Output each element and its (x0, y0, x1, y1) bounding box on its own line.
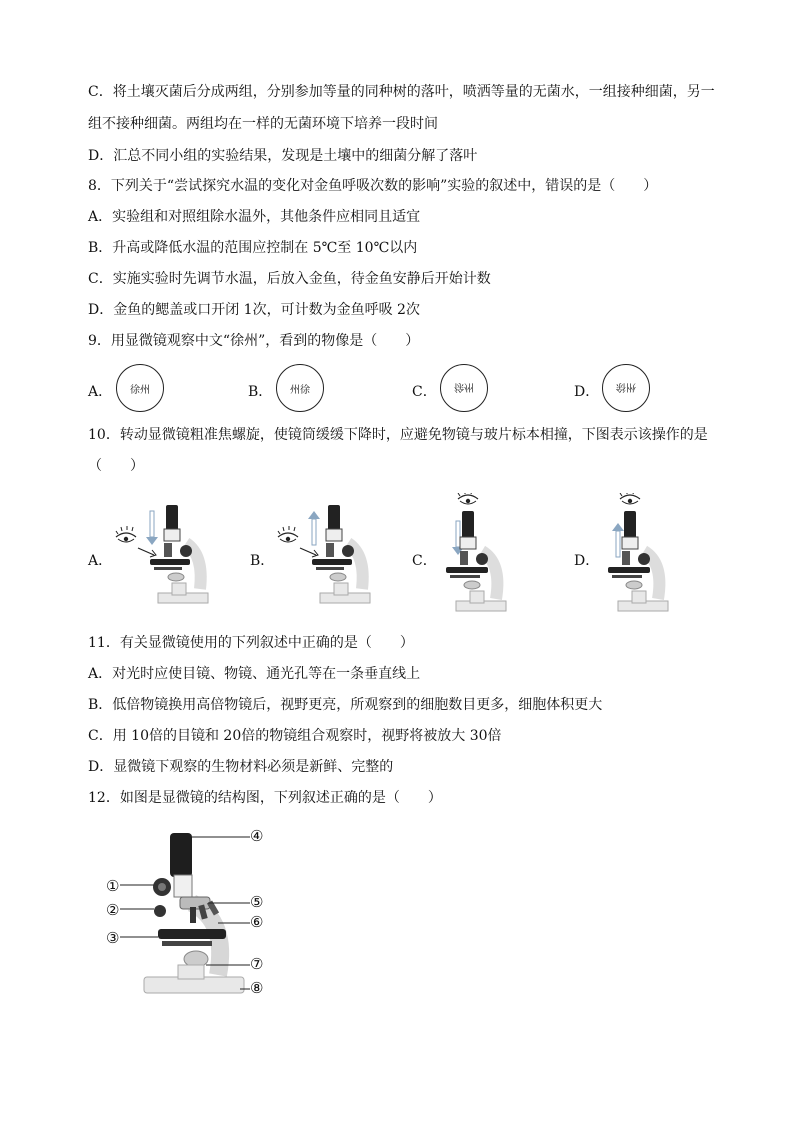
q7-option-c-line2: 组不接种细菌。两组均在一样的无菌环境下培养一段时间 (88, 116, 438, 132)
label-4: ④ (250, 827, 264, 845)
q9-option-d-text: 州徐 (616, 380, 636, 392)
eye-icon (278, 526, 298, 542)
q8-option-b: B．升高或降低水温的范围应控制在 5℃至 10℃以内 (88, 240, 418, 256)
arrow-down-icon (146, 511, 158, 545)
q10-option-c-image (430, 493, 542, 615)
q10-option-c[interactable] (412, 493, 542, 613)
q9-option-d-label: D． (574, 384, 600, 400)
q12-microscope-diagram (100, 825, 290, 1005)
label-8: ⑧ (250, 979, 264, 997)
q11-option-c: C．用 10倍的目镜和 20倍的物镜组合观察时，视野将被放大 30倍 (88, 728, 502, 744)
label-3: ③ (106, 929, 120, 947)
q9-option-a-label: A． (88, 384, 113, 400)
q9-option-b-text: 州徐 (290, 384, 310, 396)
microscope-icon (446, 511, 506, 611)
q10-option-b[interactable] (250, 493, 380, 613)
q10-stem-line1: 10．转动显微镜粗准焦螺旋，使镜筒缓缓下降时，应避免物镜与玻片标本相撞，下图表示该操作的是 (88, 427, 708, 443)
q10-option-b-label: B． (250, 553, 275, 569)
q12-stem: 12．如图是显微镜的结构图，下列叙述正确的是（ ） (88, 790, 442, 806)
q11-option-a: A．对光时应使目镜、物镜、通光孔等在一条垂直线上 (88, 666, 421, 682)
q7-option-c-line1: C．将土壤灭菌后分成两组，分别参加等量的同种树的落叶，喷洒等量的无菌水，一组接种细菌，另一 (88, 84, 715, 100)
q10-option-d-image (592, 493, 704, 615)
q9-option-d-circle (602, 364, 650, 412)
q9-option-c-text: 徐州 (454, 380, 474, 392)
q11-option-d: D．显微镜下观察的生物材料必须是新鲜、完整的 (88, 759, 394, 775)
microscope-icon (150, 505, 208, 603)
q8-option-d: D．金鱼的鳃盖或口开闭 1次，可计数为金鱼呼吸 2次 (88, 302, 420, 318)
q10-option-a[interactable] (88, 493, 218, 613)
eye-icon (458, 493, 478, 504)
eye-icon (620, 493, 640, 504)
q10-option-b-image (268, 493, 380, 609)
q10-option-a-image (106, 493, 218, 609)
q9-option-a-circle (116, 364, 164, 412)
q8-option-c: C．实施实验时先调节水温，后放入金鱼，待金鱼安静后开始计数 (88, 271, 491, 287)
q10-option-a-label: A． (88, 553, 113, 569)
q10-option-d[interactable] (574, 493, 704, 613)
q9-options (88, 364, 708, 424)
q9-option-c-circle (440, 364, 488, 412)
q10-stem-line2: （ ） (88, 458, 144, 474)
q10-option-c-label: C． (412, 553, 437, 569)
label-1: ① (106, 877, 120, 895)
q10-options (88, 493, 708, 615)
q9-option-c-label: C． (412, 384, 437, 400)
microscope-icon (312, 505, 370, 603)
q8-option-a: A．实验组和对照组除水温外，其他条件应相同且适宜 (88, 209, 421, 225)
q9-option-b-label: B． (248, 384, 273, 400)
q11-option-b: B．低倍物镜换用高倍物镜后，视野更亮，所观察到的细胞数目更多，细胞体积更大 (88, 697, 603, 713)
label-7: ⑦ (250, 955, 264, 973)
arrow-up-icon (308, 511, 320, 545)
q7-option-d: D．汇总不同小组的实验结果，发现是土壤中的细菌分解了落叶 (88, 148, 478, 164)
q9-stem: 9．用显微镜观察中文“徐州”，看到的物像是（ ） (88, 333, 420, 349)
q8-stem: 8．下列关于“尝试探究水温的变化对金鱼呼吸次数的影响”实验的叙述中，错误的是（ ） (88, 178, 658, 194)
q10-option-d-label: D． (574, 553, 600, 569)
eye-icon (116, 526, 136, 542)
q11-stem: 11．有关显微镜使用的下列叙述中正确的是（ ） (88, 635, 414, 651)
label-6: ⑥ (250, 913, 264, 931)
label-5: ⑤ (250, 893, 264, 911)
q9-option-a-text: 徐州 (130, 384, 150, 396)
q9-option-b-circle (276, 364, 324, 412)
label-2: ② (106, 901, 120, 919)
